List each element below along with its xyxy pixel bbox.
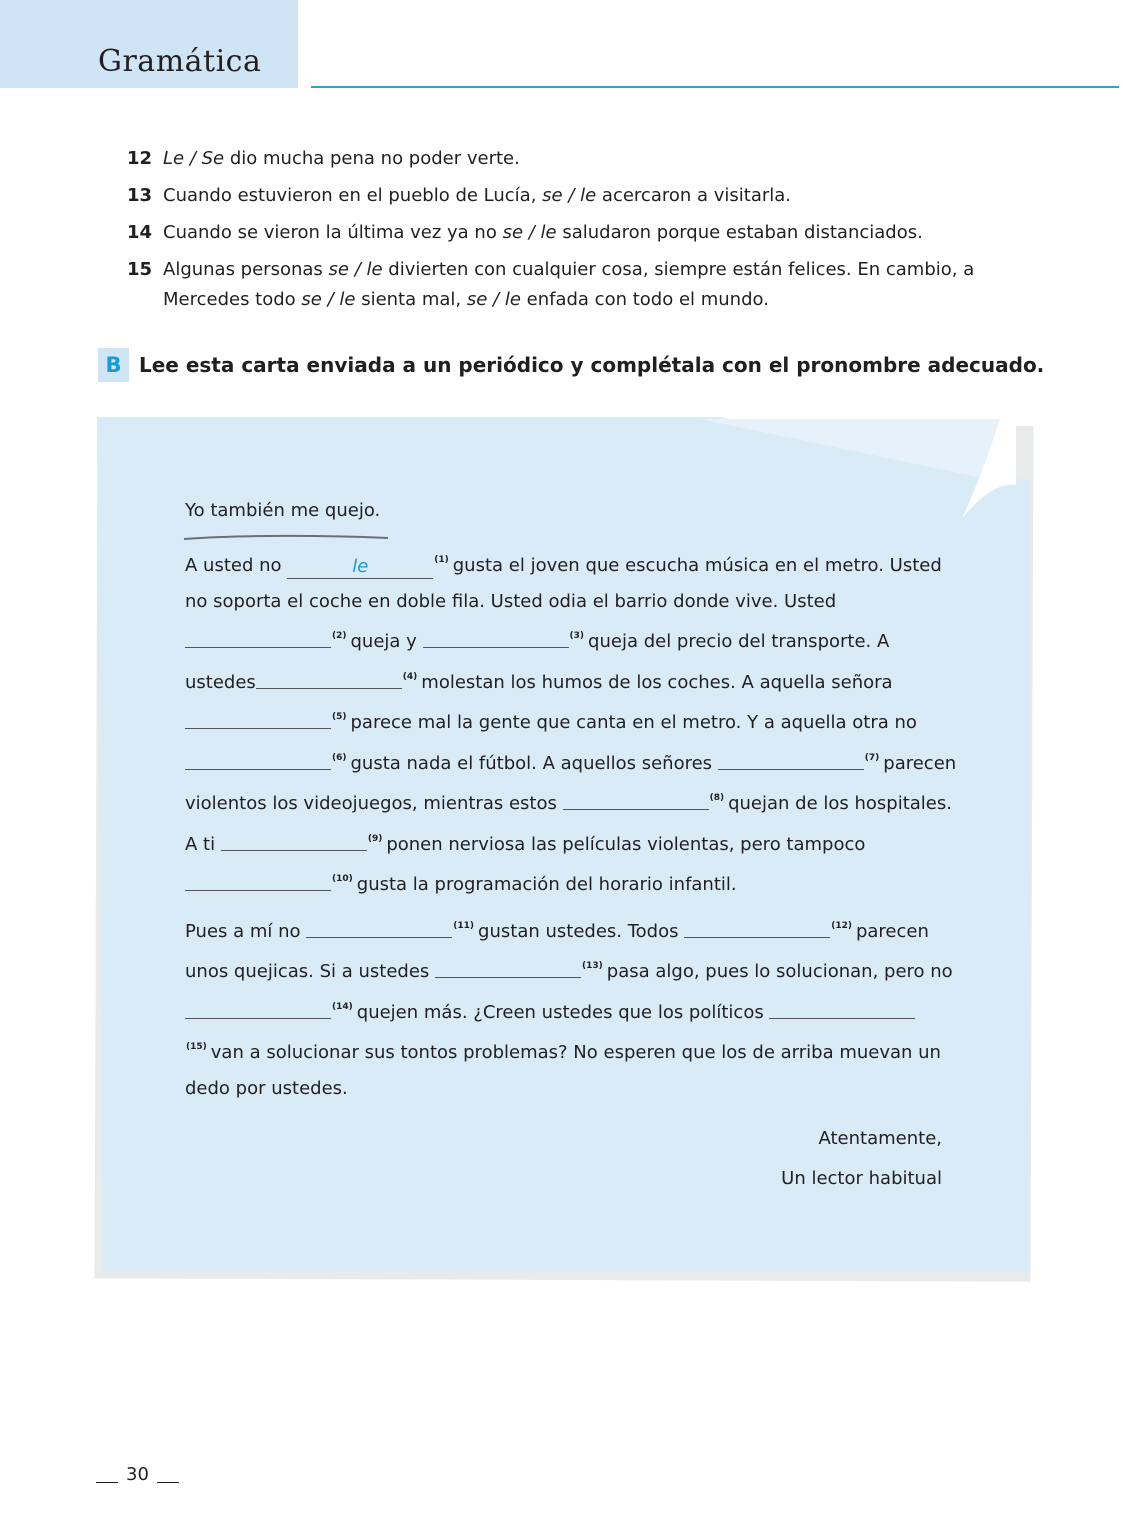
letter-text: parece mal la gente que canta en el metro. Y a aquella otra no xyxy=(350,712,917,733)
blank-number: (12) xyxy=(831,920,852,931)
letter-text: pasa algo, pues lo solucionan, pero no xyxy=(606,961,953,982)
blank-number: (8) xyxy=(709,793,725,803)
sentence-text: Cuando se vieron la última vez ya no xyxy=(163,222,503,243)
footer-rule-right xyxy=(157,1482,179,1483)
answer-blank[interactable] xyxy=(435,957,581,978)
answer-blank[interactable] xyxy=(185,998,331,1019)
exercise-number: 15 xyxy=(127,259,153,280)
section-instruction: Lee esta carta enviada a un periódico y complétala con el pronombre adecuado. xyxy=(139,353,1045,377)
exercise-number: 12 xyxy=(127,148,153,169)
exercise-text xyxy=(163,255,1027,315)
exercise-number: 14 xyxy=(127,222,153,243)
exercise-item xyxy=(127,181,1027,211)
blank-number: (10) xyxy=(332,874,353,884)
footer-rule-left xyxy=(96,1482,118,1483)
pronoun-choice[interactable]: se / le xyxy=(542,185,597,206)
page-number: 30 xyxy=(126,1464,149,1485)
blank-number: (7) xyxy=(864,752,880,763)
pronoun-choice[interactable]: Le / Se xyxy=(163,148,225,169)
letter-text: quejan de los hospitales. A ti xyxy=(185,793,952,855)
sentence-text: acercaron a visitarla. xyxy=(596,185,792,206)
answer-blank[interactable] xyxy=(563,789,709,810)
blank-number: (15) xyxy=(186,1042,207,1052)
answer-blank[interactable] xyxy=(769,998,915,1019)
blank-number: (9) xyxy=(367,833,383,844)
letter-body xyxy=(185,500,965,1208)
letter-text: molestan los humos de los coches. A aquella señora xyxy=(421,671,893,693)
sentence-text: dio mucha pena no poder verte. xyxy=(224,148,520,169)
exercise-text xyxy=(163,144,1027,174)
letter-text: Pues a mí no xyxy=(185,920,307,942)
pronoun-choice[interactable]: se / le xyxy=(502,222,557,243)
letter-title: Yo también me quejo. xyxy=(185,500,381,521)
exercise-list xyxy=(127,144,1027,322)
blank-number: (14) xyxy=(332,1001,353,1012)
letter-text: A usted no xyxy=(185,555,288,576)
blank-number: (6) xyxy=(332,752,347,763)
sentence-text: divierten con cualquier cosa, siempre están felices. En cambio, a Mercedes todo xyxy=(163,259,975,310)
exercise-text xyxy=(163,218,1027,248)
answer-blank[interactable] xyxy=(256,668,402,689)
letter-text: parecen unos quejicas. Si a ustedes xyxy=(185,920,929,982)
answer-blank[interactable] xyxy=(684,917,830,938)
answer-blank[interactable] xyxy=(221,830,367,851)
letter-text: gusta el joven que escucha música en el metro. Usted no soporta el coche en doble fila. Usted odia el barrio donde vive. Usted xyxy=(185,555,942,612)
section-heading xyxy=(98,348,1044,382)
exercise-item xyxy=(127,218,1027,248)
letter-paragraph xyxy=(185,543,965,903)
letter-text: ponen nerviosa las películas violentas, pero tampoco xyxy=(386,833,866,855)
letter-text: queja y xyxy=(350,631,423,652)
pronoun-choice[interactable]: se / le xyxy=(301,289,356,310)
letter-text: van a solucionar sus tontos problemas? No esperen que los de arriba muevan un dedo por ustedes. xyxy=(185,1042,941,1099)
answer-blank[interactable]: le xyxy=(287,558,433,579)
blank-number: (1) xyxy=(434,555,449,565)
blank-number: (11) xyxy=(453,920,475,931)
answer-blank[interactable] xyxy=(423,627,569,648)
answer-blank[interactable] xyxy=(185,708,331,729)
sentence-text: sienta mal, xyxy=(355,289,467,310)
letter-text: gusta nada el fútbol. A aquellos señores xyxy=(350,752,718,774)
sentence-text: Algunas personas xyxy=(163,259,329,280)
answer-blank[interactable] xyxy=(185,870,331,891)
blank-number: (5) xyxy=(332,712,347,722)
page-section-title: Gramática xyxy=(98,44,262,79)
exercise-text xyxy=(163,181,1027,211)
sentence-text: enfada con todo el mundo. xyxy=(520,289,769,310)
answer-blank[interactable] xyxy=(306,917,452,938)
answer-blank[interactable] xyxy=(718,749,864,770)
letter-text: queja del precio del transporte. A ustedes xyxy=(185,631,890,693)
answer-blank[interactable] xyxy=(185,627,331,648)
letter-text: parecen violentos los videojuegos, mientras estos xyxy=(185,752,957,814)
exercise-item xyxy=(127,144,1027,174)
blank-number: (13) xyxy=(582,961,603,971)
letter-text: quejen más. ¿Creen ustedes que los políticos xyxy=(356,1001,770,1023)
section-badge: B xyxy=(98,348,129,382)
letter-text: gusta la programación del horario infantil. xyxy=(356,874,737,895)
letter-signature: Un lector habitual xyxy=(781,1168,942,1189)
blank-number: (3) xyxy=(569,631,585,641)
sentence-text: Cuando estuvieron en el pueblo de Lucía, xyxy=(163,185,543,206)
header-rule xyxy=(311,86,1119,88)
blank-number: (2) xyxy=(332,631,347,641)
pronoun-choice[interactable]: se / le xyxy=(466,289,521,310)
letter-text: gustan ustedes. Todos xyxy=(478,920,685,942)
exercise-item xyxy=(127,255,1027,315)
letter-closing: Atentamente, xyxy=(818,1128,942,1149)
exercise-number: 13 xyxy=(127,185,153,206)
sentence-text: saludaron porque estaban distanciados. xyxy=(556,222,923,243)
pronoun-choice[interactable]: se / le xyxy=(328,259,383,280)
blank-number: (4) xyxy=(402,671,418,682)
letter-paragraph xyxy=(185,909,965,1107)
answer-blank[interactable] xyxy=(185,749,331,770)
page-footer xyxy=(96,1464,179,1485)
